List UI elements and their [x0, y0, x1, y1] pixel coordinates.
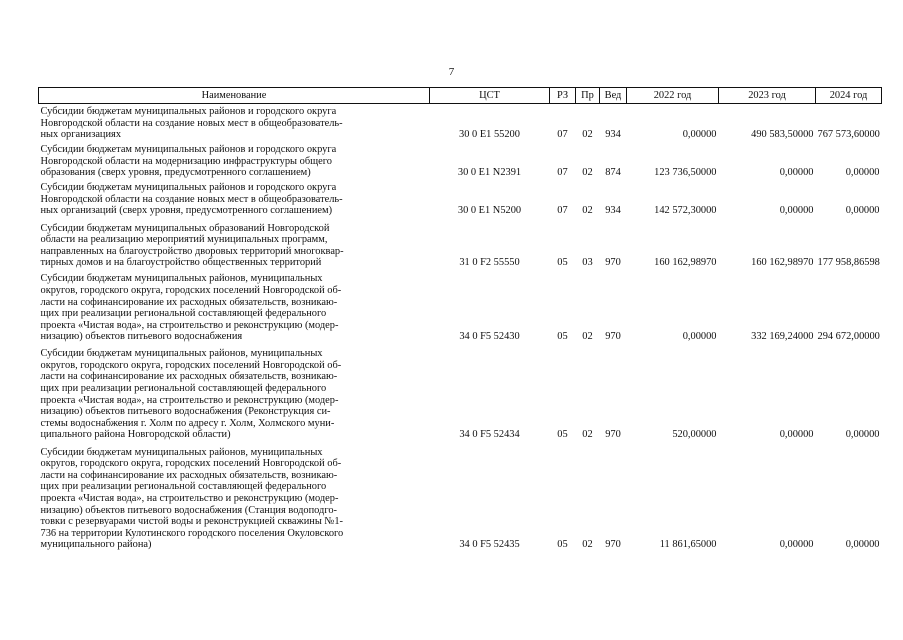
- row-name-line: Субсидии бюджетам муниципальных районов и городского округа: [40, 182, 337, 194]
- row-name-line: проекта «Чистая вода», на строительство и реконструкцию (модер-: [40, 319, 339, 331]
- row-name-line: ласти на софинансирование их расходных обязательств, возникаю-: [40, 371, 338, 383]
- row-name-line: Субсидии бюджетам муниципальных образований Новгородской: [40, 222, 330, 234]
- row-name-line: Новгородской области на создание новых мест в общеобразователь-: [40, 117, 343, 129]
- row-2023: 332 169,24000: [751, 331, 814, 343]
- row-name-line: щих при реализации региональной составляющей федерального: [40, 308, 327, 320]
- row-pr: 02: [582, 205, 593, 217]
- row-name-line: ных организаций (сверх уровня, предусмотренного соглашением): [40, 205, 333, 217]
- row-cst: 30 0 E1 N2391: [457, 167, 522, 179]
- table-row: [39, 441, 882, 551]
- header-2022: 2022 год: [627, 88, 719, 104]
- row-rz: 07: [557, 167, 568, 179]
- header-cst: ЦСТ: [430, 88, 550, 104]
- header-rz: РЗ: [550, 88, 576, 104]
- row-name-line: округов, городского округа, городских поселений Новгородской об-: [40, 285, 342, 297]
- row-2023: 0,00000: [779, 167, 814, 179]
- row-2022: 0,00000: [682, 129, 717, 141]
- row-ved: 874: [605, 167, 621, 179]
- row-rz: 07: [557, 205, 568, 217]
- row-name-line: Субсидии бюджетам муниципальных районов, муниципальных: [40, 273, 323, 285]
- row-2024: 0,00000: [845, 539, 880, 551]
- row-name: [39, 441, 430, 551]
- row-name: [39, 104, 430, 142]
- row-cst: 30 0 E1 55200: [459, 129, 520, 141]
- row-2024: 294 672,00000: [817, 331, 880, 343]
- table-row: [39, 179, 882, 217]
- table-row: [39, 269, 882, 343]
- header-pr: Пр: [576, 88, 600, 104]
- row-2024: 0,00000: [845, 167, 880, 179]
- row-ved: 970: [605, 257, 621, 269]
- row-name-line: низацию) объектов питьевого водоснабжения (Реконструкция си-: [40, 406, 331, 418]
- row-name-line: Субсидии бюджетам муниципальных районов, муниципальных: [40, 348, 323, 360]
- row-name-line: низацию) объектов питьевого водоснабжения: [40, 331, 243, 343]
- row-rz: 05: [557, 539, 568, 551]
- row-2024: 177 958,86598: [817, 257, 880, 269]
- row-rz: 05: [557, 331, 568, 343]
- row-2022: 160 162,98970: [654, 257, 717, 269]
- row-rz: 05: [557, 429, 568, 441]
- row-cst: 34 0 F5 52430: [459, 331, 520, 343]
- row-name-line: Субсидии бюджетам муниципальных районов, муниципальных: [40, 446, 323, 458]
- row-cst: 34 0 F5 52435: [459, 539, 520, 551]
- row-pr: 02: [582, 429, 593, 441]
- row-rz: 07: [557, 129, 568, 141]
- header-2024: 2024 год: [816, 88, 882, 104]
- row-name-line: стемы водоснабжения г. Холм по адресу г. Холм, Холмского муни-: [40, 417, 335, 429]
- row-name-line: округов, городского округа, городских поселений Новгородской об-: [40, 458, 342, 470]
- row-cst: 30 0 E1 N5200: [457, 205, 522, 217]
- row-name-line: низацию) объектов питьевого водоснабжения (Станция водоподго-: [40, 504, 337, 516]
- row-name-line: Субсидии бюджетам муниципальных районов и городского округа: [40, 106, 337, 118]
- row-name-line: товки с резервуарами чистой воды и реконструкцией скважины №1-: [40, 516, 343, 528]
- row-name-line: ципального района Новгородской области): [40, 429, 231, 441]
- row-2022: 123 736,50000: [654, 167, 717, 179]
- budget-table: [38, 87, 882, 551]
- row-2024: 767 573,60000: [817, 129, 880, 141]
- row-name-line: Новгородской области на создание новых мест в общеобразователь-: [40, 193, 343, 205]
- row-name-line: муниципального района): [40, 539, 152, 551]
- row-2023: 160 162,98970: [751, 257, 814, 269]
- row-2022: 142 572,30000: [654, 205, 717, 217]
- row-name-line: Субсидии бюджетам муниципальных районов и городского округа: [40, 144, 337, 156]
- table-row: [39, 141, 882, 179]
- row-2022: 0,00000: [682, 331, 717, 343]
- row-cst: 31 0 F2 55550: [459, 257, 520, 269]
- header-2023: 2023 год: [719, 88, 816, 104]
- row-name: [39, 269, 430, 343]
- row-name: [39, 217, 430, 269]
- row-name-line: округов, городского округа, городских поселений Новгородской об-: [40, 359, 342, 371]
- page-number: 7: [448, 66, 455, 78]
- row-name-line: проекта «Чистая вода», на строительство и реконструкцию (модер-: [40, 394, 339, 406]
- row-name-line: ласти на софинансирование их расходных обязательств, возникаю-: [40, 469, 338, 481]
- row-name: [39, 179, 430, 217]
- row-name-line: области на реализацию мероприятий муниципальных программ,: [40, 234, 328, 246]
- row-name-line: образования (сверх уровня, предусмотренного соглашением): [40, 167, 311, 179]
- row-name-line: щих при реализации региональной составляющей федерального: [40, 383, 327, 395]
- row-ved: 970: [605, 429, 621, 441]
- row-name-line: Новгородской области на модернизацию инфраструктуры общего: [40, 155, 332, 167]
- row-pr: 02: [582, 129, 593, 141]
- row-pr: 02: [582, 539, 593, 551]
- row-pr: 03: [582, 257, 593, 269]
- row-name-line: направленных на благоустройство дворовых территорий многоквар-: [40, 245, 344, 257]
- row-2023: 0,00000: [779, 539, 814, 551]
- row-ved: 934: [605, 205, 621, 217]
- table-row: [39, 217, 882, 269]
- row-name: [39, 141, 430, 179]
- row-name: [39, 343, 430, 441]
- table-row: [39, 343, 882, 441]
- row-2024: 0,00000: [845, 429, 880, 441]
- row-ved: 970: [605, 331, 621, 343]
- row-2023: 0,00000: [779, 429, 814, 441]
- table-header-row: [39, 88, 882, 104]
- row-2022: 11 861,65000: [659, 539, 717, 551]
- row-name-line: 736 на территории Кулотинского городского поселения Окуловского: [40, 527, 344, 539]
- row-2024: 0,00000: [845, 205, 880, 217]
- row-name-line: ных организациях: [40, 129, 122, 141]
- row-ved: 934: [605, 129, 621, 141]
- header-name: Наименование: [39, 88, 430, 104]
- row-pr: 02: [582, 167, 593, 179]
- row-pr: 02: [582, 331, 593, 343]
- row-2023: 0,00000: [779, 205, 814, 217]
- row-2023: 490 583,50000: [751, 129, 814, 141]
- row-cst: 34 0 F5 52434: [459, 429, 520, 441]
- row-name-line: ласти на софинансирование их расходных обязательств, возникаю-: [40, 296, 338, 308]
- row-name-line: щих при реализации региональной составляющей федерального: [40, 481, 327, 493]
- row-name-line: проекта «Чистая вода», на строительство и реконструкцию (модер-: [40, 493, 339, 505]
- row-rz: 05: [557, 257, 568, 269]
- row-name-line: тирных домов и на благоустройство общественных территорий: [40, 257, 322, 269]
- row-2022: 520,00000: [672, 429, 717, 441]
- row-ved: 970: [605, 539, 621, 551]
- table-row: [39, 104, 882, 142]
- header-ved: Вед: [600, 88, 627, 104]
